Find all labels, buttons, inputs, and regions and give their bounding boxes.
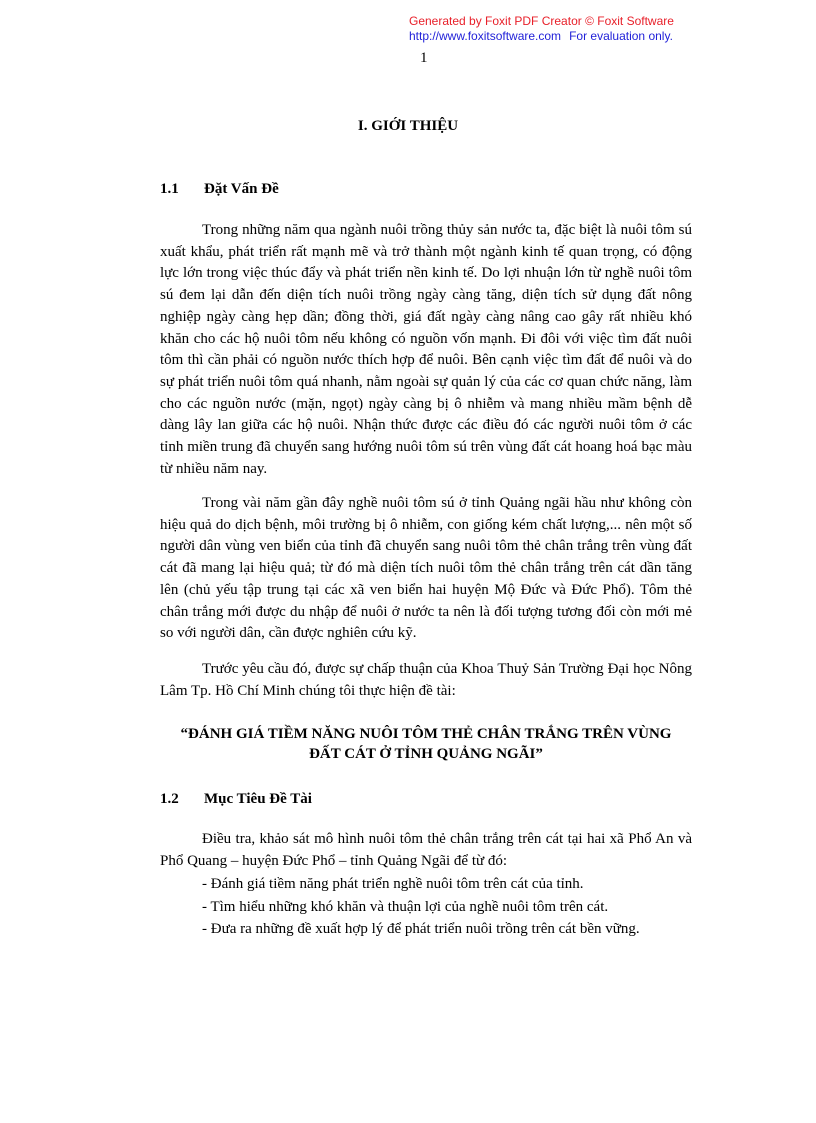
project-title-line-1: “ĐÁNH GIÁ TIỀM NĂNG NUÔI TÔM THẺ CHÂN TRẮNG TRÊN VÙNG	[180, 726, 672, 742]
section-heading-1-2	[160, 791, 312, 808]
project-title-line-2: ĐẤT CÁT Ở TỈNH QUẢNG NGÃI”	[309, 746, 543, 762]
section-number: 1.1	[160, 181, 179, 197]
section-title: Mục Tiêu Đề Tài	[204, 791, 312, 807]
paragraph-text: Trong những năm qua ngành nuôi trồng thủy sản nước ta, đặc biệt là nuôi tôm sú xuất khẩu, phát triển rất mạnh mẽ và trở thành một ngành kinh tế quan trọng, có động lực lớn trong việc thúc đẩy và phát triển nền kinh tế. Do lợi nhuận lớn từ nghề nuôi tôm sú đem lại dẫn đến diện tích nuôi trồng ngày càng tăng, diện tích sử dụng đất nông nghiệp ngày càng hẹp dần; đồng thời, giá đất ngày càng nâng cao gây rất nhiều khó khăn cho các hộ nuôi tôm nếu không có nguồn vốn mạnh. Đi đôi với việc tìm đất nuôi tôm thì cần phải có nguồn nước thích hợp để nuôi. Bên cạnh việc tìm đất để nuôi và do sự phát triển nuôi tôm quá nhanh, nằm ngoài sự quản lý của các cơ quan chức năng, làm cho các nguồn nước (mặn, ngọt) ngày càng bị ô nhiễm và mang nhiều mầm bệnh dễ dàng lây lan giữa các hộ nuôi. Nhận thức được các điều đó các người nuôi tôm ở các tỉnh miền trung đã chuyển sang hướng nuôi tôm sú trên vùng đất cát hoang hoá bạc màu từ nhiều năm nay.	[160, 222, 692, 477]
list-item: - Đưa ra những đề xuất hợp lý để phát triển nuôi trồng trên cát bền vững.	[202, 921, 640, 937]
watermark-evaluation-note: For evaluation only.	[569, 29, 673, 43]
list-item: - Tìm hiểu những khó khăn và thuận lợi của nghề nuôi tôm trên cát.	[202, 898, 609, 915]
paragraph-background	[160, 220, 692, 480]
paragraph-text: Điều tra, khảo sát mô hình nuôi tôm thẻ chân trắng trên cát tại hai xã Phổ An và Phổ Quang – huyện Đức Phổ – tỉnh Quảng Ngãi để từ đó:	[160, 831, 692, 869]
watermark-generated-by: Generated by Foxit PDF Creator © Foxit Software	[409, 14, 674, 28]
section-heading-1-1	[160, 181, 279, 198]
chapter-title: I. GIỚI THIỆU	[357, 118, 459, 134]
section-title: Đặt Vấn Đề	[204, 181, 279, 197]
list-item: - Đánh giá tiềm năng phát triển nghề nuôi tôm trên cát của tỉnh.	[202, 876, 584, 892]
paragraph-text: Trong vài năm gần đây nghề nuôi tôm sú ở tỉnh Quảng ngãi hầu như không còn hiệu quả do dịch bệnh, môi trường bị ô nhiễm, con giống kém chất lượng,... nên một số người dân vùng ven biển của tỉnh đã chuyển sang nuôi tôm thẻ chân trắng trên vùng đất cát đã mang lại hiệu quả; từ đó mà diện tích nuôi tôm thẻ chân trắng trên cát dần tăng lên (chủ yếu tập trung tại các xã ven biển hai huyện Mộ Đức và Đức Phổ). Tôm thẻ chân trắng mới được du nhập để nuôi ở nước ta nên là đối tượng tương đối còn mới mẻ so với người dân, cần được nghiên cứu kỹ.	[160, 495, 692, 642]
paragraph-approval	[160, 659, 692, 702]
paragraph-objectives	[160, 829, 692, 872]
project-title	[160, 724, 692, 764]
page-number: 1	[420, 50, 428, 66]
objectives-list	[202, 873, 640, 941]
watermark-url-line	[409, 29, 729, 44]
paragraph-quang-ngai	[160, 493, 692, 645]
section-number: 1.2	[160, 791, 179, 807]
paragraph-text: Trước yêu cầu đó, được sự chấp thuận của Khoa Thuỷ Sản Trường Đại học Nông Lâm Tp. Hồ Chí Minh chúng tôi thực hiện đề tài:	[160, 661, 692, 699]
foxit-watermark	[409, 14, 729, 44]
watermark-url[interactable]: http://www.foxitsoftware.com	[409, 29, 562, 43]
